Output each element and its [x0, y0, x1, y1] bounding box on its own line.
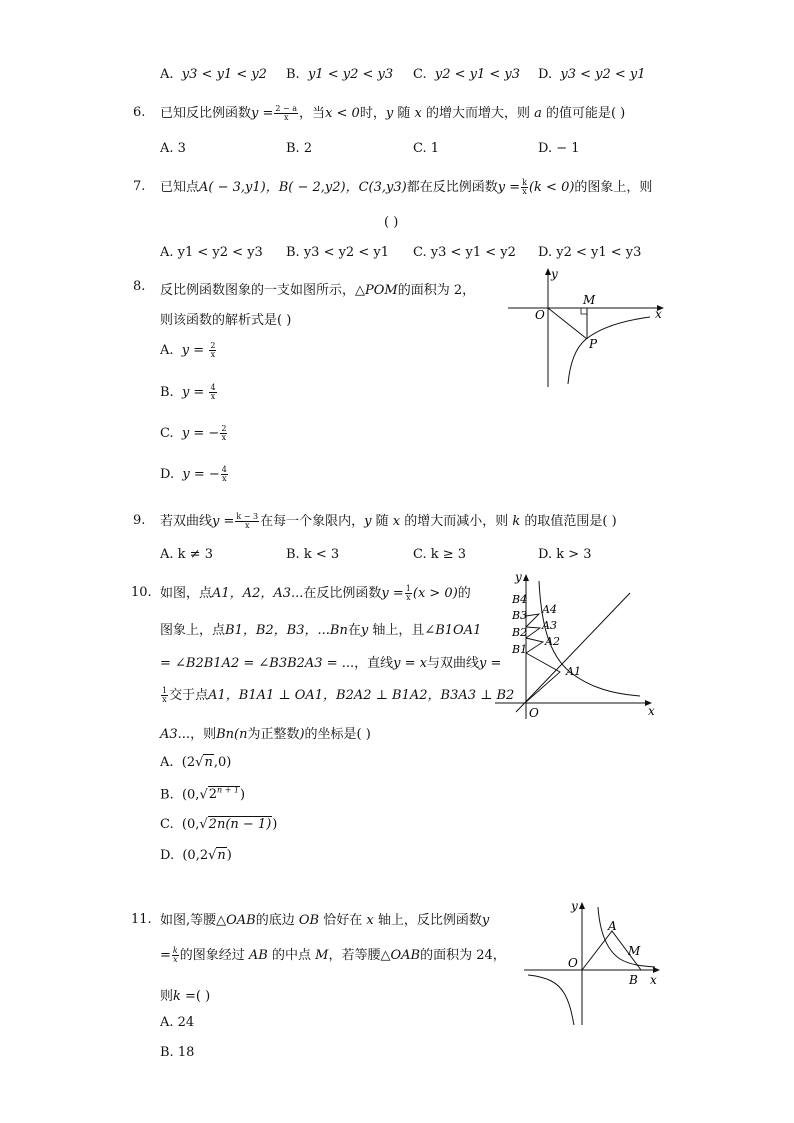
- b3-a3-segments: [526, 627, 540, 638]
- point: M: [315, 948, 329, 963]
- y-axis-arrow: [579, 902, 585, 909]
- q9-option-a[interactable]: A. k ≠ 3: [160, 547, 213, 562]
- var: k: [512, 514, 521, 529]
- stem-text: 在反比例函数: [303, 586, 382, 601]
- condition: (x > 0): [412, 586, 458, 601]
- q10-line1: [160, 582, 471, 602]
- option-letter: D.: [538, 67, 553, 82]
- stem-text: 在: [347, 623, 361, 638]
- stem-text: 的: [457, 586, 471, 601]
- option-letter: D.: [160, 848, 175, 863]
- stem-text: ，当: [299, 106, 326, 121]
- label-x: x: [648, 704, 655, 718]
- triangle-name: △OAB: [216, 913, 256, 928]
- fraction: [235, 513, 259, 530]
- triangle-name: △OAB: [380, 948, 421, 963]
- frac-den: x: [210, 350, 216, 359]
- label-o: O: [568, 956, 578, 970]
- option-letter: B.: [160, 385, 174, 400]
- q11-line3: [160, 985, 210, 1004]
- line-eq: y = x: [393, 656, 427, 671]
- stem-text: 的增大而减小，则: [400, 514, 513, 529]
- sqrt-radicand: [203, 754, 213, 770]
- condition: x < 0: [325, 106, 360, 121]
- stem-text: 的图象经过: [179, 948, 249, 963]
- opt-part: n + 1: [217, 786, 240, 795]
- points: A( − 3,y1)，B( − 2,y2)，C(3,y3): [199, 180, 407, 195]
- label-o: O: [535, 308, 545, 322]
- segment: AB: [248, 948, 268, 963]
- q7-option-d[interactable]: D. y2 < y1 < y3: [538, 245, 642, 260]
- func-lhs: y =: [181, 426, 205, 441]
- opt-part: 2n(n − 1): [208, 817, 272, 832]
- q5-option-b[interactable]: [286, 67, 393, 82]
- frac-den: x: [221, 433, 227, 442]
- points: A3...: [160, 727, 191, 742]
- stem-text: 随: [371, 514, 393, 529]
- label-b: B: [629, 973, 638, 987]
- stem-text: 已知点: [160, 180, 200, 195]
- func-lhs: y =: [251, 106, 274, 121]
- fraction: $\frac{k}{x}$: [172, 946, 178, 964]
- frac-num: 4: [221, 465, 227, 474]
- fraction: [221, 466, 228, 483]
- option-letter: C.: [160, 817, 174, 832]
- fraction: [521, 179, 528, 196]
- q8-option-d[interactable]: [160, 466, 229, 483]
- q10-option-d[interactable]: D. (0,2√n): [160, 848, 232, 863]
- q8-figure: [500, 266, 670, 388]
- points: A1，A2，A3...: [212, 586, 304, 601]
- stem-text: 的值可能是( ): [541, 106, 626, 121]
- q9-stem: [160, 510, 617, 530]
- q11-number: 11.: [131, 912, 152, 927]
- option-letter: D.: [160, 467, 175, 482]
- q11-option-b[interactable]: B. 18: [160, 1045, 195, 1060]
- func-lhs: y =: [497, 180, 521, 195]
- stem-text: 如图,等腰: [160, 913, 217, 928]
- option-text: y3 < y2 < y1: [560, 67, 646, 82]
- angle: ∠B1OA1: [424, 623, 482, 638]
- frac-den: x: [222, 474, 227, 483]
- stem-text: ，直线: [354, 656, 394, 671]
- q11-line1: [160, 909, 489, 928]
- stem-text: 的取值范围是( ): [520, 514, 617, 529]
- frac-num: k: [522, 178, 527, 187]
- q7-stem: [160, 176, 652, 196]
- hyperbola-branch-left: [528, 975, 574, 1025]
- option-letter: A.: [160, 755, 174, 770]
- fraction: $\frac{1}{x}$: [162, 686, 168, 704]
- option-text: y1 < y2 < y3: [307, 67, 394, 82]
- var: x: [366, 913, 374, 928]
- q9-option-b[interactable]: B. k < 3: [286, 547, 340, 562]
- option-letter: B.: [286, 67, 300, 82]
- var: y: [364, 514, 372, 529]
- option-letter: A.: [160, 343, 174, 358]
- q11-figure: [520, 893, 665, 1029]
- angles: = ∠B2B1A2 = ∠B3B2A3 = ...: [160, 656, 355, 671]
- q6-number: 6.: [133, 105, 146, 120]
- stem-text: 的坐标是( ): [304, 727, 371, 742]
- frac-num: 2: [221, 424, 227, 433]
- perp-conditions: A1，B1A1 ⊥ OA1，B2A2 ⊥ B1A2，B3A3 ⊥ B2: [208, 688, 515, 703]
- label-a2: A2: [545, 635, 560, 648]
- stem-text: 轴上，反比例函数: [373, 913, 482, 928]
- var: y: [385, 106, 394, 121]
- frac-den: x: [245, 521, 250, 530]
- label-y: y: [515, 570, 522, 584]
- q8-stem-line1: [160, 279, 475, 298]
- stem-text: 恰好在: [319, 913, 367, 928]
- opt-part: ): [272, 817, 278, 832]
- stem-text: 已知反比例函数: [160, 106, 252, 121]
- sqrt-radicand: [208, 786, 240, 802]
- opt-part: ): [240, 787, 246, 803]
- var: x: [414, 106, 422, 121]
- label-y: y: [571, 899, 578, 913]
- line-y-eq-x: [516, 593, 630, 712]
- y-axis-arrow: [523, 574, 529, 581]
- func-lhs: y =: [181, 343, 205, 358]
- q6-option-d[interactable]: D. − 1: [538, 141, 580, 156]
- label-o: O: [529, 706, 539, 720]
- stem-text: 都在反比例函数: [406, 180, 498, 195]
- q7-answer-blank: ( ): [384, 215, 399, 230]
- frac-den: x: [283, 113, 289, 122]
- b1-a1-segments: [526, 653, 560, 702]
- q7-option-a[interactable]: A. y1 < y2 < y3: [160, 245, 263, 260]
- label-b1: B1: [512, 643, 528, 656]
- option-letter: B.: [160, 787, 174, 803]
- fraction: [274, 105, 298, 122]
- label-b3: B3: [512, 609, 528, 622]
- hyperbola-branch: [568, 317, 650, 384]
- q7-option-c[interactable]: C. y3 < y1 < y2: [413, 245, 516, 260]
- stem-text: 的图象上，则: [574, 180, 653, 195]
- label-m: M: [628, 944, 641, 958]
- var: a: [534, 106, 542, 121]
- fraction: [209, 342, 216, 359]
- func-lhs: y =: [381, 586, 404, 601]
- stem-text: 时，: [359, 106, 386, 121]
- triangle-name: △POM: [355, 283, 398, 298]
- var: y: [360, 623, 369, 638]
- q10-option-b[interactable]: B. $(0,√2^{n + 1})$: [160, 786, 246, 803]
- paren: ): [299, 727, 305, 742]
- frac-num: 2: [210, 341, 216, 350]
- opt-part: n: [204, 755, 213, 770]
- stem-text: 若双曲线: [160, 514, 213, 529]
- stem-text: 图象上，点: [160, 623, 226, 638]
- q9-option-c[interactable]: C. k ≥ 3: [413, 547, 467, 562]
- opt-part: (0,2: [182, 848, 209, 863]
- opt-part: (2: [181, 755, 196, 770]
- opt-part: (0,: [181, 787, 200, 803]
- label-x: x: [655, 307, 662, 321]
- label-y: y: [551, 267, 558, 281]
- option-letter: C.: [413, 67, 427, 82]
- q10-line5: [160, 723, 371, 742]
- option-letter: A.: [160, 67, 174, 82]
- frac-num: 4: [210, 383, 216, 392]
- stem-text: 与双曲线: [427, 656, 480, 671]
- stem-text: 的底边: [255, 913, 299, 928]
- stem-text: 反比例函数图象的一支如图所示，: [160, 283, 356, 298]
- opt-part: n: [217, 848, 226, 863]
- stem-text: 则: [160, 989, 174, 1004]
- stem-text: ( ): [195, 989, 211, 1004]
- frac-den: x: [210, 392, 216, 401]
- q5-option-d[interactable]: [538, 67, 646, 82]
- opt-part: ,0): [213, 755, 232, 770]
- fraction: [209, 384, 216, 401]
- q6-option-a[interactable]: A. 3: [160, 141, 186, 156]
- q11-option-a[interactable]: A. 24: [160, 1015, 195, 1030]
- stem-text: 随: [393, 106, 415, 121]
- stem-text: 的面积为 24，: [420, 948, 506, 963]
- b2-a2-segments: [526, 638, 543, 653]
- q11-line2: [160, 944, 506, 964]
- frac-num: 2 − a: [275, 104, 298, 113]
- q7-option-b[interactable]: B. y3 < y2 < y1: [286, 245, 389, 260]
- func-lhs: y =: [212, 514, 235, 529]
- q9-number: 9.: [133, 513, 146, 528]
- option-text: y3 < y1 < y2: [181, 67, 267, 82]
- sqrt-radicand: [208, 816, 273, 832]
- q5-option-c[interactable]: [413, 67, 520, 82]
- sign: −: [208, 467, 220, 482]
- func-lhs: y =: [182, 467, 205, 482]
- q10-number: 10.: [131, 585, 152, 600]
- frac-den: x: [522, 187, 527, 196]
- q6-option-b[interactable]: B. 2: [286, 141, 313, 156]
- label-b4: B4: [512, 593, 528, 606]
- q8-number: 8.: [133, 279, 146, 294]
- stem-text: 如图，点: [160, 586, 213, 601]
- segment: OB: [298, 913, 320, 928]
- stem-text: 的中点: [267, 948, 316, 963]
- label-a4: A4: [542, 603, 557, 616]
- frac-num: k − 3: [236, 512, 259, 521]
- stem-text: 为正整数: [247, 727, 300, 742]
- q6-option-c[interactable]: C. 1: [413, 141, 440, 156]
- q6-stem: [160, 102, 625, 122]
- hyperbola-branch-right: [598, 907, 655, 967]
- q8-option-b[interactable]: [160, 384, 218, 401]
- func-lhs: y =: [181, 385, 205, 400]
- opt-part: 2: [208, 787, 218, 803]
- point-bn: Bn(n: [216, 727, 248, 742]
- right-angle-mark: [581, 308, 587, 314]
- stem-text: =: [160, 948, 171, 963]
- stem-text: 轴上，且: [368, 623, 425, 638]
- stem-text: 交于点: [169, 688, 209, 703]
- label-a1: A1: [566, 665, 581, 678]
- q10-line3: [160, 652, 501, 671]
- q7-number: 7.: [133, 179, 146, 194]
- stem-text: 的面积为 2，: [397, 283, 476, 298]
- option-letter: C.: [160, 426, 174, 441]
- option-text: y2 < y1 < y3: [434, 67, 521, 82]
- fraction: [220, 425, 227, 442]
- var: x: [392, 514, 401, 529]
- var: y: [481, 913, 490, 928]
- q10-figure: [490, 566, 665, 722]
- stem-text: 的增大而增大，则: [421, 106, 535, 121]
- points: B1，B2，B3，...Bn: [225, 623, 348, 638]
- q9-option-d[interactable]: D. k > 3: [538, 547, 592, 562]
- opt-part: (0,: [181, 817, 200, 832]
- q5-option-a[interactable]: [160, 67, 267, 82]
- sqrt-radicand: [216, 847, 226, 863]
- label-b2: B2: [512, 626, 528, 639]
- sign: −: [208, 426, 220, 441]
- label-m: M: [583, 293, 596, 307]
- label-a3: A3: [542, 619, 557, 632]
- q10-line4: [160, 684, 514, 704]
- stem-text: ，则: [190, 727, 217, 742]
- stem-text: ，若等腰: [328, 948, 381, 963]
- label-a: A: [608, 919, 617, 933]
- condition: (k < 0): [528, 180, 575, 195]
- fraction: $\frac{1}{x}$: [405, 584, 411, 602]
- var-k: k =: [173, 989, 196, 1004]
- q10-option-a[interactable]: A. (2√n,0): [160, 755, 232, 770]
- q8-stem-line2: 则该函数的解析式是( ): [160, 313, 292, 328]
- q10-line2: [160, 619, 481, 638]
- q10-option-c[interactable]: C. (0,√2n(n − 1)): [160, 817, 278, 832]
- opt-part: ): [226, 848, 232, 863]
- b4-a4-segments: [526, 614, 539, 627]
- func-lhs: y =: [479, 656, 502, 671]
- label-p: P: [589, 337, 598, 351]
- label-x: x: [650, 973, 657, 987]
- stem-text: 在每一个象限内，: [260, 514, 365, 529]
- q8-option-a[interactable]: [160, 342, 217, 359]
- q8-option-c[interactable]: [160, 425, 228, 442]
